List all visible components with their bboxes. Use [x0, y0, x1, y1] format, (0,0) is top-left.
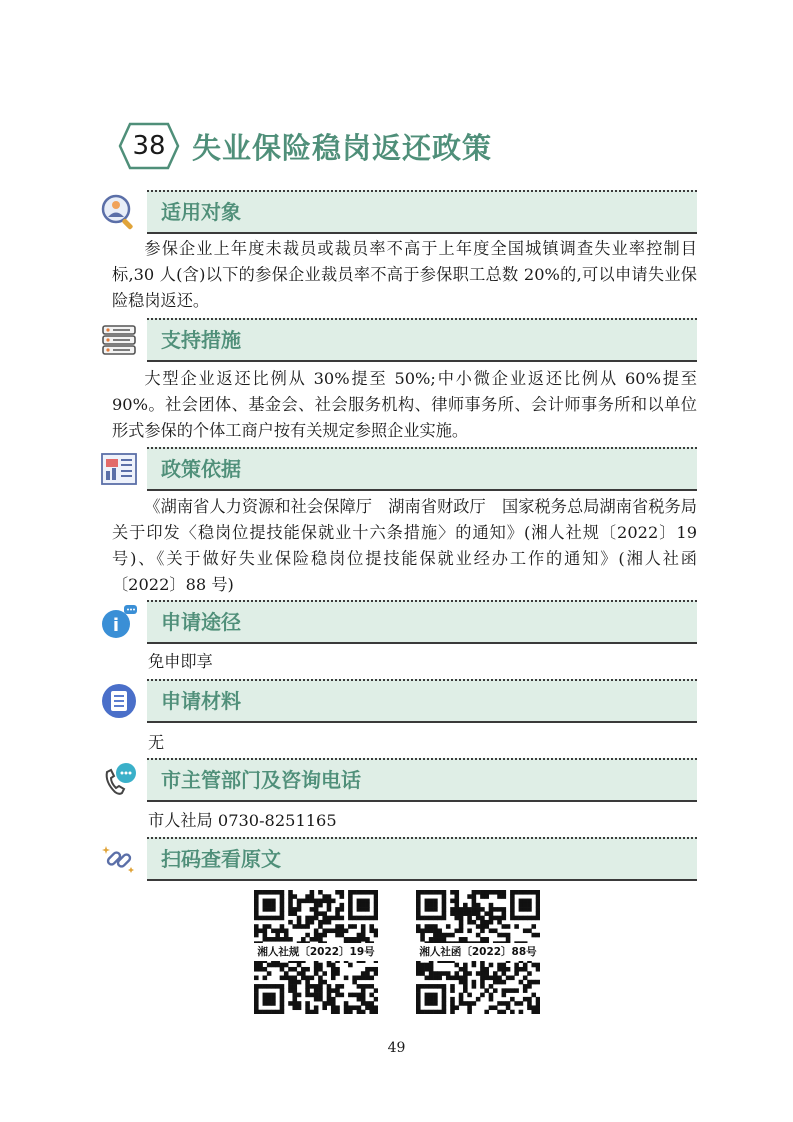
section-header-basis: [97, 447, 697, 491]
section-header-scan: [97, 837, 697, 881]
section-label-target: 适用对象: [161, 200, 241, 224]
qr-code-1[interactable]: [254, 890, 378, 1014]
list-document-icon: [99, 681, 139, 721]
title-row: [118, 118, 492, 174]
section-label-basis: 政策依据: [161, 457, 241, 481]
section-header-measures: [97, 318, 697, 362]
link-sparkle-icon: [99, 839, 139, 879]
document-chart-icon: [99, 449, 139, 489]
page-title: 失业保险稳岗返还政策: [192, 130, 493, 165]
basis-text: 《湖南省人力资源和社会保障厅 湖南省财政厅 国家税务总局湖南省税务局关于印发〈稳岗位提技能保就业十六条措施〉的通知》(湘人社规〔2022〕19 号)、《关于做好失业保险稳岗位提技能保就业经办工作的通知》(湘人社函〔2022〕88 号): [112, 497, 697, 594]
materials-text: 无: [148, 733, 165, 752]
channel-text: 免申即享: [148, 652, 213, 671]
section-header-contact: [97, 758, 697, 802]
measures-text: 大型企业返还比例从 30%提至 50%;中小微企业返还比例从 60%提至 90%。社会团体、基金会、社会服务机构、律师事务所、会计师事务所和以单位形式参保的个体工商户按有关规定参照企业实施。: [112, 369, 697, 440]
section-header-target: [97, 190, 697, 234]
magnifier-person-icon: [99, 192, 139, 232]
section-header-channel: [97, 600, 697, 644]
info-chat-icon: [99, 602, 139, 642]
section-label-scan: 扫码查看原文: [161, 847, 281, 871]
section-label-materials: 申请材料: [161, 689, 241, 713]
qr-caption-2: 湘人社函〔2022〕88号: [416, 943, 540, 961]
qr-caption-1: 湘人社规〔2022〕19号: [254, 943, 378, 961]
title-number-badge: 38: [118, 121, 180, 171]
phone-chat-icon: [99, 760, 139, 800]
contact-text: 市人社局 0730-8251165: [148, 811, 337, 830]
section-header-materials: [97, 679, 697, 723]
page-number: 49: [387, 1040, 406, 1056]
section-label-channel: 申请途径: [161, 610, 241, 634]
target-text: 参保企业上年度未裁员或裁员率不高于上年度全国城镇调查失业率控制目标,30 人(含)以下的参保企业裁员率不高于参保职工总数 20%的,可以申请失业保险稳岗返还。: [112, 239, 697, 310]
section-label-measures: 支持措施: [161, 328, 241, 352]
qr-code-2[interactable]: [416, 890, 540, 1014]
svg-text:i: i: [112, 615, 120, 636]
section-label-contact: 市主管部门及咨询电话: [161, 768, 361, 792]
server-list-icon: [99, 320, 139, 360]
